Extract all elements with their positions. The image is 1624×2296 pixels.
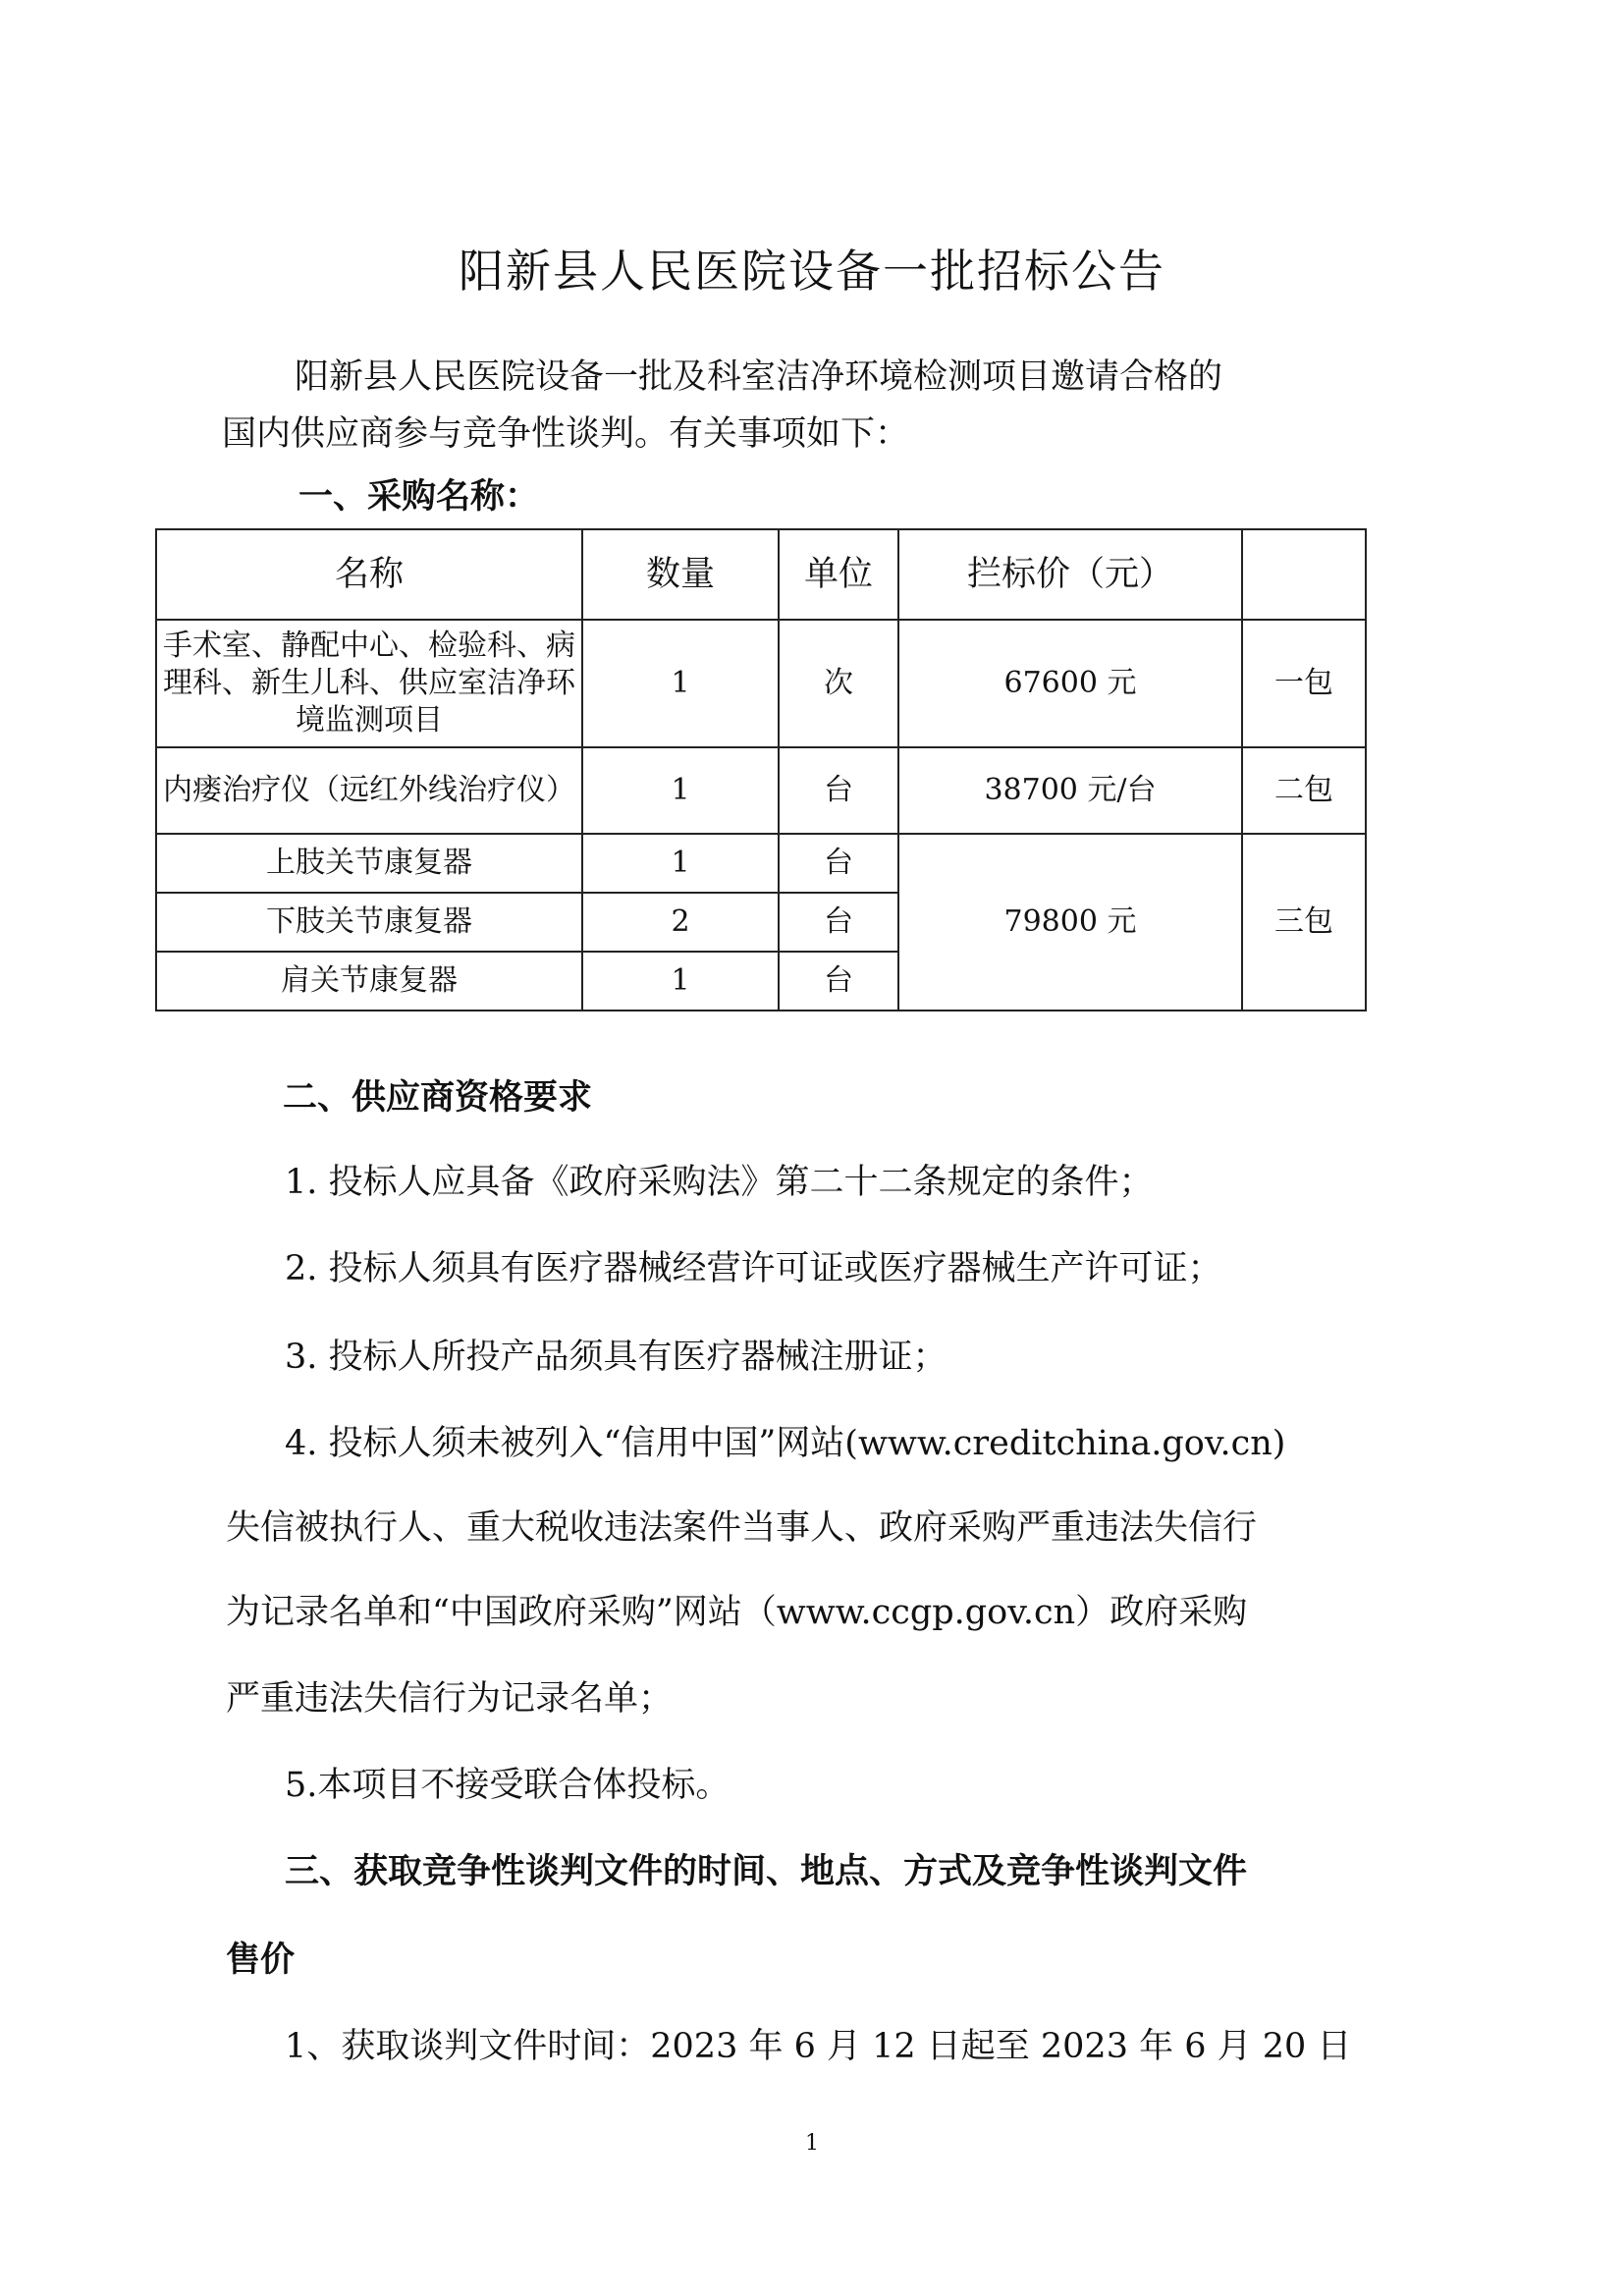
document-title: 阳新县人民医院设备一批招标公告	[459, 245, 1165, 298]
cell-name: 手术室、静配中心、检验科、病理科、新生儿科、供应室洁净环境监测项目	[156, 620, 582, 747]
procurement-table	[155, 528, 1367, 1011]
cell-name: 上肢关节康复器	[156, 834, 582, 893]
cell-name: 内瘘治疗仪（远红外线治疗仪）	[156, 747, 582, 834]
section3-heading-line-1: 三、获取竞争性谈判文件的时间、地点、方式及竞争性谈判文件	[285, 1851, 1248, 1891]
cell-package: 一包	[1242, 620, 1366, 747]
cell-name: 下肢关节康复器	[156, 893, 582, 952]
table-header-row	[156, 529, 1366, 620]
cell-price: 79800 元	[898, 834, 1242, 1011]
cell-unit: 次	[779, 620, 898, 747]
cell-quantity: 1	[582, 834, 779, 893]
header-name: 名称	[156, 529, 582, 620]
requirement-item-4-cont-3: 严重违法失信行为记录名单；	[226, 1679, 674, 1719]
intro-line-1: 阳新县人民医院设备一批及科室洁净环境检测项目邀请合格的	[295, 357, 1223, 397]
cell-unit: 台	[779, 893, 898, 952]
cell-name: 肩关节康复器	[156, 952, 582, 1011]
requirement-item-4-cont-1: 失信被执行人、重大税收违法案件当事人、政府采购严重违法失信行	[226, 1508, 1258, 1548]
section3-item-1: 1、获取谈判文件时间：2023 年 6 月 12 日起至 2023 年 6 月 20 日	[285, 2027, 1352, 2066]
cell-quantity: 1	[582, 952, 779, 1011]
table-row	[156, 834, 1366, 893]
requirement-item-1: 1. 投标人应具备《政府采购法》第二十二条规定的条件；	[285, 1163, 1154, 1202]
cell-unit: 台	[779, 747, 898, 834]
cell-quantity: 2	[582, 893, 779, 952]
cell-quantity: 1	[582, 620, 779, 747]
cell-price: 67600 元	[898, 620, 1242, 747]
header-price: 拦标价（元）	[898, 529, 1242, 620]
header-unit: 单位	[779, 529, 898, 620]
requirement-item-2: 2. 投标人须具有医疗器械经营许可证或医疗器械生产许可证；	[285, 1249, 1222, 1288]
header-quantity: 数量	[582, 529, 779, 620]
cell-price: 38700 元/台	[898, 747, 1242, 834]
requirement-item-3: 3. 投标人所投产品须具有医疗器械注册证；	[285, 1338, 947, 1377]
cell-unit: 台	[779, 834, 898, 893]
requirement-item-5: 5.本项目不接受联合体投标。	[285, 1766, 731, 1805]
section1-heading: 一、采购名称：	[298, 476, 540, 517]
cell-quantity: 1	[582, 747, 779, 834]
table-row	[156, 747, 1366, 834]
section3-heading-line-2: 售价	[226, 1940, 296, 1980]
requirement-item-4: 4. 投标人须未被列入“信用中国”网站(www.creditchina.gov.cn)	[285, 1424, 1286, 1463]
header-package	[1242, 529, 1366, 620]
cell-package: 三包	[1242, 834, 1366, 1011]
intro-line-2: 国内供应商参与竞争性谈判。有关事项如下：	[222, 414, 910, 454]
table-row	[156, 620, 1366, 747]
cell-package: 二包	[1242, 747, 1366, 834]
cell-unit: 台	[779, 952, 898, 1011]
page-number: 1	[805, 2131, 819, 2156]
requirement-item-4-cont-2: 为记录名单和“中国政府采购”网站（www.ccgp.gov.cn）政府采购	[226, 1593, 1248, 1632]
section2-heading: 二、供应商资格要求	[283, 1077, 593, 1118]
